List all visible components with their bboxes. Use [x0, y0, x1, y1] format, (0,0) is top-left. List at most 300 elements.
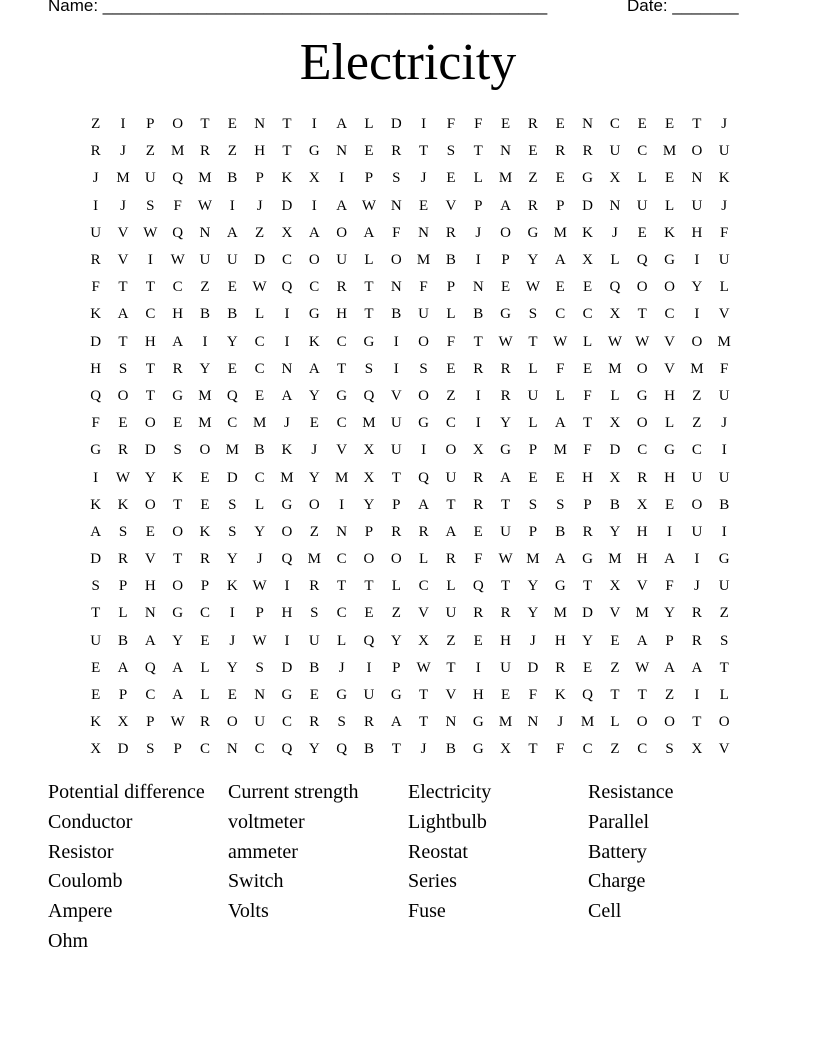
grid-letter[interactable]: M [608, 360, 622, 377]
grid-letter[interactable]: J [256, 197, 263, 214]
grid-letter[interactable]: C [691, 442, 702, 459]
grid-letter[interactable]: R [336, 279, 347, 296]
grid-letter[interactable]: U [308, 632, 320, 649]
grid-letter[interactable]: Q [472, 578, 484, 595]
grid-letter[interactable]: L [255, 496, 265, 513]
grid-letter[interactable]: N [691, 170, 703, 187]
grid-letter[interactable]: M [198, 415, 212, 432]
grid-letter[interactable]: U [390, 415, 402, 432]
grid-letter[interactable]: W [416, 659, 431, 676]
grid-letter[interactable]: T [145, 387, 155, 404]
grid-letter[interactable]: B [473, 306, 484, 323]
grid-letter[interactable]: L [528, 360, 538, 377]
grid-letter[interactable]: U [718, 578, 730, 595]
grid-letter[interactable]: O [636, 360, 648, 377]
grid-letter[interactable]: I [694, 252, 700, 269]
grid-letter[interactable]: F [392, 224, 401, 241]
grid-letter[interactable]: P [255, 170, 264, 187]
grid-letter[interactable]: D [226, 469, 238, 486]
grid-letter[interactable]: E [173, 415, 183, 432]
grid-letter[interactable]: N [281, 360, 293, 377]
grid-letter[interactable]: S [528, 496, 538, 513]
grid-letter[interactable]: M [198, 170, 212, 187]
grid-letter[interactable]: Y [609, 523, 621, 540]
grid-letter[interactable]: P [118, 578, 128, 595]
grid-letter[interactable]: Y [664, 605, 675, 622]
grid-letter[interactable]: E [309, 687, 319, 704]
grid-letter[interactable]: C [145, 687, 156, 704]
grid-letter[interactable]: U [390, 442, 402, 459]
grid-letter[interactable]: O [281, 523, 293, 540]
grid-letter[interactable]: W [170, 252, 185, 269]
grid-letter[interactable]: T [118, 333, 128, 350]
grid-letter[interactable]: S [91, 578, 100, 595]
grid-letter[interactable]: E [501, 687, 511, 704]
grid-letter[interactable]: C [336, 415, 347, 432]
grid-letter[interactable]: E [364, 605, 374, 622]
grid-letter[interactable]: S [118, 523, 128, 540]
grid-letter[interactable]: E [555, 116, 565, 133]
grid-letter[interactable]: A [418, 496, 430, 513]
grid-letter[interactable]: L [664, 197, 675, 214]
grid-letter[interactable]: W [143, 224, 158, 241]
grid-letter[interactable]: L [719, 279, 729, 296]
grid-letter[interactable]: W [361, 197, 377, 214]
grid-letter[interactable]: Q [281, 279, 293, 296]
grid-letter[interactable]: O [418, 387, 430, 404]
grid-letter[interactable]: M [198, 387, 212, 404]
grid-letter[interactable]: F [720, 360, 729, 377]
grid-letter[interactable]: P [255, 605, 264, 622]
grid-letter[interactable]: P [501, 252, 510, 269]
grid-letter[interactable]: P [146, 714, 155, 731]
grid-letter[interactable]: N [336, 523, 348, 540]
grid-letter[interactable]: T [91, 605, 101, 622]
grid-letter[interactable]: N [336, 143, 348, 160]
grid-letter[interactable]: H [554, 632, 566, 649]
grid-letter[interactable]: C [281, 714, 292, 731]
grid-letter[interactable]: S [392, 170, 401, 187]
grid-letter[interactable]: K [117, 496, 129, 513]
grid-letter[interactable]: J [693, 578, 700, 595]
grid-letter[interactable]: O [308, 252, 320, 269]
grid-letter[interactable]: A [500, 197, 511, 214]
grid-letter[interactable]: M [526, 551, 540, 568]
grid-letter[interactable]: O [390, 252, 402, 269]
date-field-label[interactable]: Date: _______ [627, 0, 739, 15]
grid-letter[interactable]: B [254, 442, 265, 459]
grid-letter[interactable]: U [718, 143, 730, 160]
grid-letter[interactable]: Z [692, 387, 702, 404]
grid-letter[interactable]: H [664, 387, 675, 404]
grid-letter[interactable]: X [636, 496, 648, 513]
grid-letter[interactable]: L [337, 632, 347, 649]
grid-letter[interactable]: G [636, 387, 648, 404]
grid-letter[interactable]: K [308, 333, 320, 350]
grid-letter[interactable]: G [281, 496, 293, 513]
grid-letter[interactable]: X [609, 306, 621, 323]
grid-letter[interactable]: I [721, 442, 727, 459]
grid-letter[interactable]: F [556, 741, 565, 758]
grid-letter[interactable]: O [445, 442, 457, 459]
grid-letter[interactable]: G [336, 387, 348, 404]
grid-letter[interactable]: X [609, 415, 621, 432]
grid-letter[interactable]: H [500, 632, 511, 649]
grid-letter[interactable]: J [92, 170, 99, 187]
grid-letter[interactable]: E [419, 197, 429, 214]
grid-letter[interactable]: U [718, 252, 730, 269]
grid-letter[interactable]: Q [363, 387, 375, 404]
grid-letter[interactable]: Q [418, 469, 430, 486]
grid-letter[interactable]: T [364, 306, 374, 323]
grid-letter[interactable]: I [421, 442, 427, 459]
grid-letter[interactable]: X [117, 714, 129, 731]
grid-letter[interactable]: E [309, 415, 319, 432]
grid-letter[interactable]: M [280, 469, 294, 486]
grid-letter[interactable]: P [364, 523, 374, 540]
grid-letter[interactable]: E [227, 279, 237, 296]
grid-letter[interactable]: S [228, 523, 237, 540]
grid-letter[interactable]: Q [144, 659, 156, 676]
grid-letter[interactable]: U [363, 687, 375, 704]
grid-letter[interactable]: C [199, 605, 210, 622]
grid-letter[interactable]: O [363, 551, 375, 568]
grid-letter[interactable]: T [145, 279, 155, 296]
grid-letter[interactable]: I [694, 687, 700, 704]
grid-letter[interactable]: M [334, 469, 349, 486]
grid-letter[interactable]: A [336, 116, 348, 133]
grid-letter[interactable]: A [90, 523, 102, 540]
grid-letter[interactable]: E [200, 496, 210, 513]
grid-letter[interactable]: R [309, 714, 320, 731]
grid-letter[interactable]: S [446, 143, 456, 160]
grid-letter[interactable]: M [553, 224, 567, 241]
grid-letter[interactable]: I [93, 197, 99, 214]
grid-letter[interactable]: V [117, 224, 129, 241]
grid-letter[interactable]: E [664, 116, 675, 133]
grid-letter[interactable]: Y [308, 741, 320, 758]
grid-letter[interactable]: L [610, 252, 620, 269]
grid-letter[interactable]: H [636, 551, 648, 568]
grid-letter[interactable]: N [390, 197, 402, 214]
grid-letter[interactable]: T [637, 306, 647, 323]
grid-letter[interactable]: E [637, 116, 647, 133]
grid-letter[interactable]: B [309, 659, 320, 676]
grid-letter[interactable]: I [475, 252, 481, 269]
grid-letter[interactable]: U [691, 197, 703, 214]
grid-letter[interactable]: R [445, 224, 456, 241]
grid-letter[interactable]: J [721, 197, 728, 214]
grid-letter[interactable]: X [281, 224, 293, 241]
grid-letter[interactable]: E [364, 143, 374, 160]
grid-letter[interactable]: I [339, 170, 345, 187]
grid-letter[interactable]: R [418, 523, 429, 540]
grid-letter[interactable]: I [284, 578, 290, 595]
grid-letter[interactable]: Z [610, 659, 620, 676]
grid-letter[interactable]: C [199, 741, 210, 758]
grid-letter[interactable]: L [555, 387, 565, 404]
grid-letter[interactable]: V [664, 333, 675, 350]
grid-letter[interactable]: G [472, 741, 484, 758]
grid-letter[interactable]: T [501, 496, 511, 513]
grid-letter[interactable]: V [445, 197, 457, 214]
grid-letter[interactable]: J [120, 143, 126, 160]
grid-letter[interactable]: R [527, 197, 538, 214]
grid-letter[interactable]: M [717, 333, 731, 350]
grid-letter[interactable]: I [229, 197, 235, 214]
grid-letter[interactable]: F [528, 687, 538, 704]
grid-letter[interactable]: C [254, 333, 265, 350]
grid-letter[interactable]: K [90, 496, 102, 513]
grid-letter[interactable]: P [474, 197, 483, 214]
grid-letter[interactable]: W [115, 469, 131, 486]
grid-letter[interactable]: X [363, 442, 375, 459]
grid-letter[interactable]: R [391, 143, 402, 160]
grid-letter[interactable]: X [500, 741, 511, 758]
grid-letter[interactable]: T [118, 279, 128, 296]
grid-letter[interactable]: A [664, 551, 675, 568]
grid-letter[interactable]: T [282, 116, 292, 133]
grid-letter[interactable]: A [144, 632, 156, 649]
grid-letter[interactable]: O [172, 116, 184, 133]
grid-letter[interactable]: L [364, 252, 374, 269]
grid-letter[interactable]: M [608, 551, 622, 568]
grid-letter[interactable]: Q [363, 632, 375, 649]
grid-letter[interactable]: V [144, 551, 156, 568]
grid-letter[interactable]: I [475, 415, 481, 432]
grid-letter[interactable]: T [282, 143, 292, 160]
grid-letter[interactable]: U [609, 143, 621, 160]
grid-letter[interactable]: S [118, 360, 128, 377]
grid-letter[interactable]: Z [610, 741, 620, 758]
grid-letter[interactable]: G [664, 252, 675, 269]
grid-letter[interactable]: E [528, 469, 538, 486]
grid-letter[interactable]: Q [582, 687, 593, 704]
grid-letter[interactable]: A [363, 224, 375, 241]
grid-letter[interactable]: A [554, 252, 566, 269]
grid-letter[interactable]: Q [172, 224, 184, 241]
grid-letter[interactable]: N [390, 279, 402, 296]
grid-letter[interactable]: M [498, 170, 513, 187]
grid-letter[interactable]: T [446, 496, 456, 513]
grid-letter[interactable]: Q [281, 551, 293, 568]
grid-letter[interactable]: M [116, 170, 130, 187]
grid-letter[interactable]: E [200, 469, 210, 486]
grid-letter[interactable]: O [500, 224, 511, 241]
grid-letter[interactable]: U [691, 469, 703, 486]
grid-letter[interactable]: M [225, 442, 239, 459]
grid-letter[interactable]: L [473, 170, 483, 187]
grid-letter[interactable]: R [90, 252, 101, 269]
grid-letter[interactable]: G [363, 333, 375, 350]
grid-letter[interactable]: J [256, 551, 263, 568]
grid-letter[interactable]: K [664, 224, 675, 241]
grid-letter[interactable]: W [170, 714, 185, 731]
grid-letter[interactable]: I [393, 360, 399, 377]
grid-letter[interactable]: W [607, 333, 622, 350]
grid-letter[interactable]: F [556, 360, 565, 377]
grid-letter[interactable]: H [636, 523, 648, 540]
grid-letter[interactable]: W [197, 197, 213, 214]
grid-letter[interactable]: S [720, 632, 729, 649]
grid-letter[interactable]: T [364, 279, 374, 296]
grid-letter[interactable]: I [284, 632, 290, 649]
grid-letter[interactable]: T [419, 714, 429, 731]
grid-letter[interactable]: G [308, 306, 320, 323]
grid-letter[interactable]: Z [200, 279, 210, 296]
name-field-label[interactable]: Name: _______________________________________________ [48, 0, 548, 15]
grid-letter[interactable]: A [664, 659, 675, 676]
grid-letter[interactable]: S [419, 360, 428, 377]
grid-letter[interactable]: G [472, 714, 484, 731]
grid-letter[interactable]: C [145, 306, 156, 323]
grid-letter[interactable]: H [90, 360, 102, 377]
grid-letter[interactable]: E [664, 170, 675, 187]
grid-letter[interactable]: M [553, 442, 567, 459]
grid-letter[interactable]: B [227, 306, 238, 323]
grid-letter[interactable]: O [664, 714, 675, 731]
grid-letter[interactable]: S [146, 197, 155, 214]
grid-letter[interactable]: C [582, 306, 593, 323]
grid-letter[interactable]: B [445, 741, 456, 758]
grid-letter[interactable]: T [173, 496, 183, 513]
grid-letter[interactable]: A [281, 387, 293, 404]
grid-letter[interactable]: C [309, 279, 320, 296]
grid-letter[interactable]: E [555, 469, 565, 486]
grid-letter[interactable]: I [339, 496, 345, 513]
grid-letter[interactable]: N [527, 714, 539, 731]
grid-letter[interactable]: T [173, 551, 183, 568]
grid-letter[interactable]: Y [308, 469, 320, 486]
grid-letter[interactable]: W [635, 659, 650, 676]
grid-letter[interactable]: Y [582, 632, 593, 649]
grid-letter[interactable]: A [554, 415, 566, 432]
grid-letter[interactable]: H [172, 306, 184, 323]
grid-letter[interactable]: P [200, 578, 210, 595]
grid-letter[interactable]: O [172, 523, 184, 540]
grid-letter[interactable]: G [527, 224, 539, 241]
grid-letter[interactable]: O [418, 333, 430, 350]
grid-letter[interactable]: F [173, 197, 182, 214]
grid-letter[interactable]: Y [226, 659, 238, 676]
grid-letter[interactable]: I [229, 605, 235, 622]
grid-letter[interactable]: E [473, 523, 483, 540]
grid-letter[interactable]: T [637, 687, 647, 704]
grid-letter[interactable]: Y [527, 605, 539, 622]
grid-letter[interactable]: G [281, 687, 293, 704]
grid-letter[interactable]: K [226, 578, 238, 595]
grid-letter[interactable]: E [227, 687, 237, 704]
grid-letter[interactable]: T [419, 143, 429, 160]
grid-letter[interactable]: C [254, 360, 265, 377]
grid-letter[interactable]: M [362, 415, 376, 432]
grid-letter[interactable]: C [336, 551, 347, 568]
grid-letter[interactable]: M [635, 605, 649, 622]
grid-letter[interactable]: O [718, 714, 730, 731]
grid-letter[interactable]: A [172, 687, 184, 704]
grid-letter[interactable]: G [308, 143, 320, 160]
grid-letter[interactable]: G [90, 442, 102, 459]
grid-letter[interactable]: E [446, 360, 456, 377]
grid-letter[interactable]: T [337, 578, 347, 595]
grid-letter[interactable]: M [662, 143, 677, 160]
grid-letter[interactable]: O [144, 415, 156, 432]
grid-letter[interactable]: U [336, 252, 348, 269]
grid-letter[interactable]: D [90, 551, 102, 568]
grid-letter[interactable]: D [390, 116, 402, 133]
grid-letter[interactable]: T [610, 687, 620, 704]
grid-letter[interactable]: Q [90, 387, 102, 404]
grid-letter[interactable]: A [172, 333, 184, 350]
grid-letter[interactable]: S [528, 306, 538, 323]
grid-letter[interactable]: L [719, 687, 729, 704]
grid-letter[interactable]: V [336, 442, 348, 459]
grid-letter[interactable]: T [446, 659, 456, 676]
grid-letter[interactable]: A [308, 360, 320, 377]
grid-letter[interactable]: F [91, 415, 100, 432]
grid-letter[interactable]: G [582, 170, 593, 187]
grid-letter[interactable]: U [90, 632, 102, 649]
grid-letter[interactable]: S [255, 659, 264, 676]
grid-letter[interactable]: D [609, 442, 621, 459]
grid-letter[interactable]: P [146, 116, 155, 133]
grid-letter[interactable]: I [120, 116, 126, 133]
grid-letter[interactable]: U [418, 306, 430, 323]
grid-letter[interactable]: N [582, 116, 593, 133]
grid-letter[interactable]: S [556, 496, 565, 513]
grid-letter[interactable]: R [199, 143, 210, 160]
grid-letter[interactable]: D [144, 442, 156, 459]
grid-letter[interactable]: E [145, 523, 155, 540]
grid-letter[interactable]: B [227, 170, 238, 187]
grid-letter[interactable]: J [284, 415, 290, 432]
grid-letter[interactable]: D [90, 333, 102, 350]
grid-letter[interactable]: W [252, 632, 267, 649]
grid-letter[interactable]: C [609, 116, 620, 133]
grid-letter[interactable]: Z [309, 523, 319, 540]
grid-letter[interactable]: O [336, 224, 348, 241]
grid-letter[interactable]: G [390, 687, 402, 704]
grid-letter[interactable]: A [336, 197, 348, 214]
grid-letter[interactable]: E [582, 360, 593, 377]
grid-letter[interactable]: I [721, 523, 727, 540]
grid-letter[interactable]: N [472, 279, 484, 296]
grid-letter[interactable]: V [609, 605, 621, 622]
grid-letter[interactable]: G [418, 415, 430, 432]
grid-letter[interactable]: U [445, 469, 457, 486]
grid-letter[interactable]: F [446, 116, 456, 133]
grid-letter[interactable]: R [391, 523, 402, 540]
grid-letter[interactable]: E [446, 170, 456, 187]
grid-letter[interactable]: Z [446, 387, 456, 404]
grid-letter[interactable]: F [474, 551, 483, 568]
grid-letter[interactable]: A [117, 306, 129, 323]
grid-letter[interactable]: X [609, 469, 621, 486]
grid-letter[interactable]: E [555, 279, 565, 296]
grid-letter[interactable]: J [420, 741, 427, 758]
grid-letter[interactable]: I [311, 116, 317, 133]
grid-letter[interactable]: J [420, 170, 427, 187]
grid-letter[interactable]: R [555, 659, 566, 676]
grid-letter[interactable]: Q [226, 387, 238, 404]
grid-letter[interactable]: W [498, 333, 513, 350]
grid-letter[interactable]: V [664, 360, 675, 377]
grid-letter[interactable]: Y [527, 252, 539, 269]
grid-letter[interactable]: T [692, 714, 702, 731]
grid-letter[interactable]: R [500, 605, 511, 622]
grid-letter[interactable]: L [118, 605, 128, 622]
grid-letter[interactable]: M [498, 714, 513, 731]
